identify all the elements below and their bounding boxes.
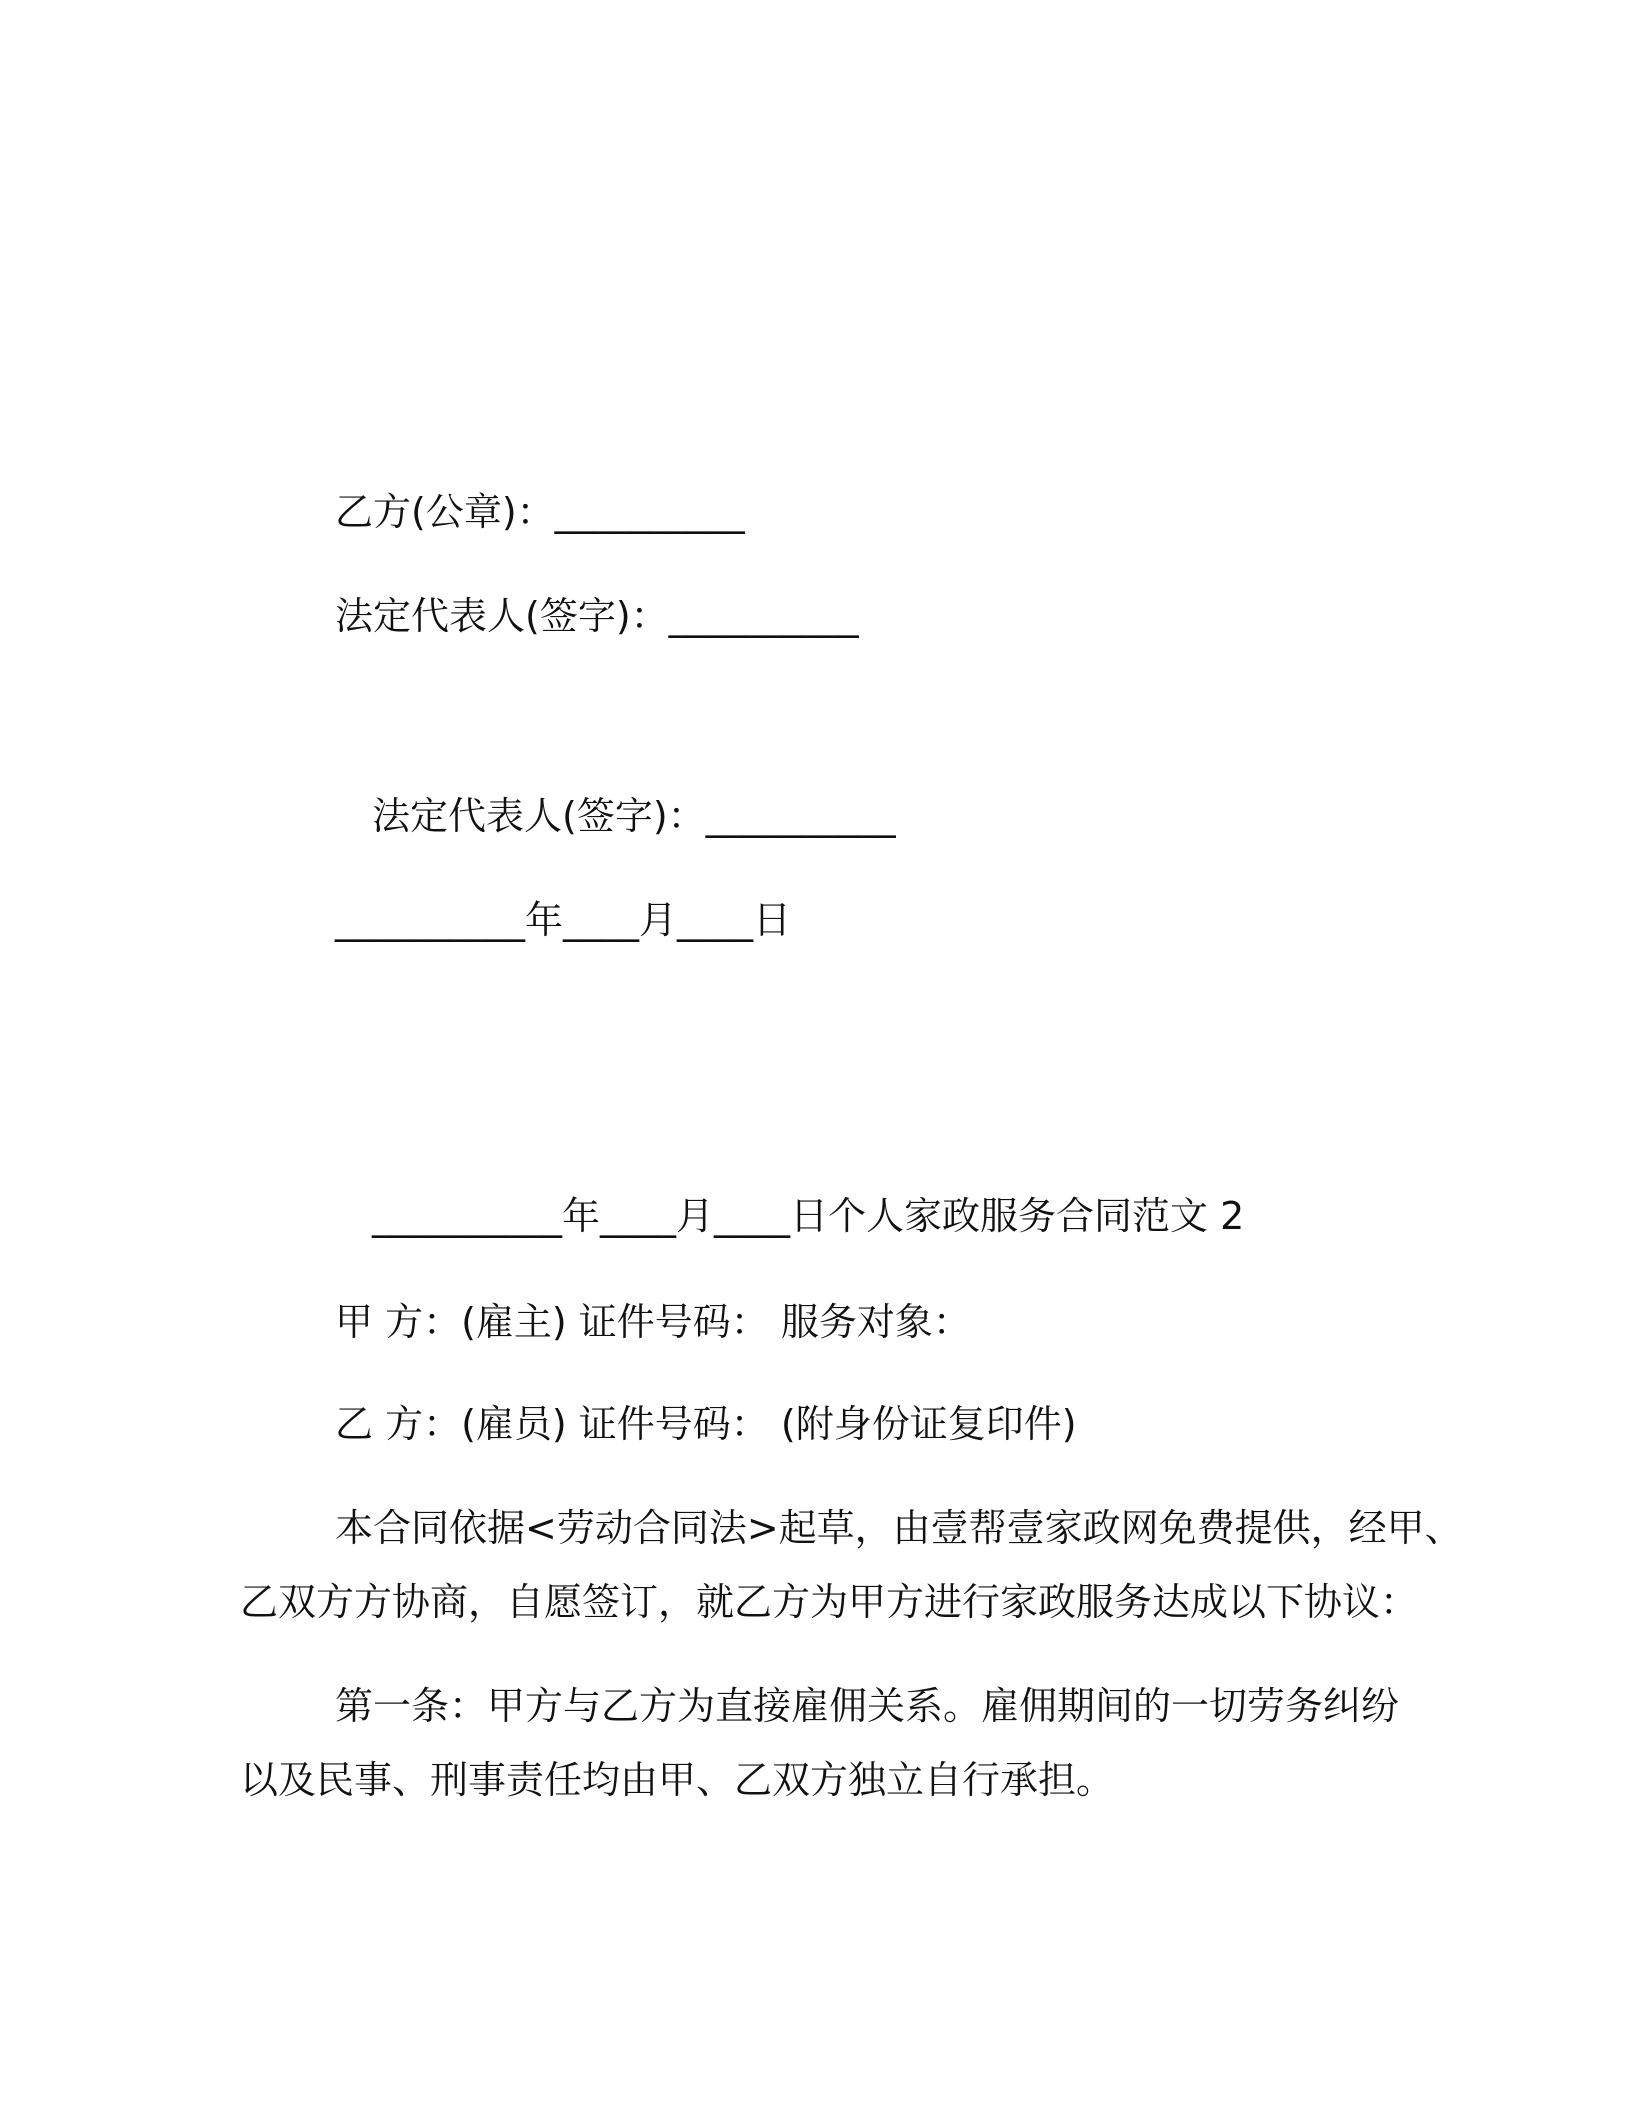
party-b-seal-line: 乙方(公章)：__________ [335, 490, 745, 534]
article-1-line-2: 以及民事、刑事责任均由甲、乙双方独立自行承担。 [240, 1758, 1115, 1802]
party-a-line: 甲 方：(雇主) 证件号码： 服务对象： [335, 1300, 971, 1344]
signature-date-line: __________年____月____日 [335, 898, 792, 942]
article-1-line-1: 第一条：甲方与乙方为直接雇佣关系。雇佣期间的一切劳务纠纷 [335, 1684, 1400, 1728]
legal-representative-signature-line: 法定代表人(签字)：__________ [335, 594, 859, 638]
intro-paragraph-line-1: 本合同依据<劳动合同法>起草，由壹帮壹家政网免费提供，经甲、 [335, 1506, 1463, 1550]
legal-representative-signature-line-2: 法定代表人(签字)：__________ [372, 794, 896, 838]
contract-title: __________年____月____日个人家政服务合同范文 2 [372, 1194, 1245, 1238]
intro-paragraph-line-2: 乙双方方协商，自愿签订，就乙方为甲方进行家政服务达成以下协议： [240, 1580, 1419, 1624]
party-b-line: 乙 方：(雇员) 证件号码： (附身份证复印件) [335, 1402, 1077, 1446]
